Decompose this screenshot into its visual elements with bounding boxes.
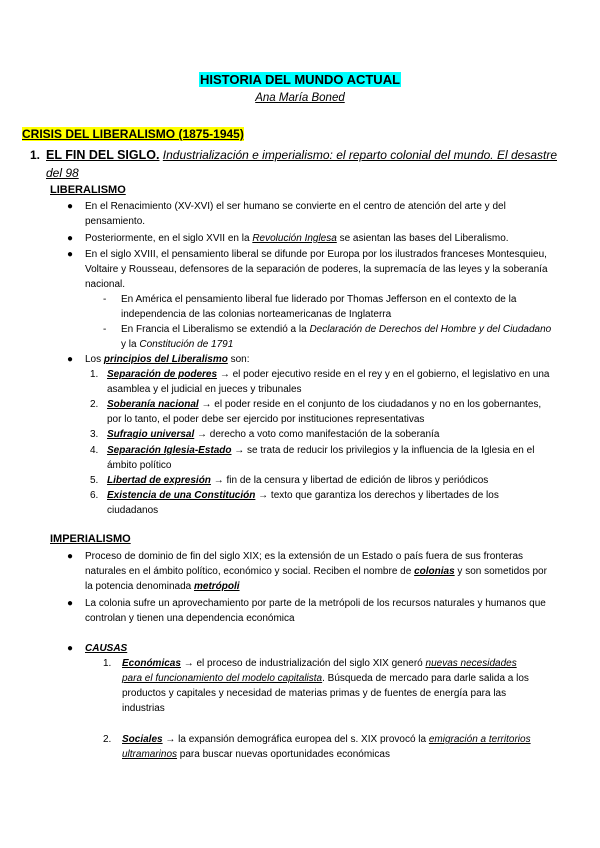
bullet-icon: ●	[67, 551, 74, 562]
bullet-icon: ●	[67, 249, 74, 260]
principle-item: 1. Separación de poderes → el poder ejecutivo reside en el rey y en el gobierno, el legislativo en una asamblea y el judicial en jueces y tribunales	[90, 369, 550, 395]
list-item: ● En el Renacimiento (XV-XVI) el ser humano se convierte en el centro de atención del arte y del pensamiento.	[67, 201, 506, 227]
bullet-icon: ●	[67, 201, 74, 212]
principle-item: 4. Separación Iglesia-Estado → se trata de reducir los privilegios y la influencia de la Iglesia en el ámbito político	[90, 445, 535, 471]
list-item: - En América el pensamiento liberal fue liderado por Thomas Jefferson en el contexto de la independencia de las colonias norteamericanas de Inglaterra	[103, 294, 517, 320]
bullet-icon: ●	[67, 233, 74, 244]
list-item: ● Los principios del Liberalismo son:	[67, 354, 250, 365]
bullet-icon: ●	[67, 643, 74, 654]
cause-item: 2. Sociales → la expansión demográfica europea del s. XIX provocó la emigración a territorios ultramarinos para buscar nuevas oportunidades económicas	[103, 734, 531, 760]
list-item: - En Francia el Liberalismo se extendió a la Declaración de Derechos del Hombre y del Ciudadano y la Constitución de 1791	[103, 324, 552, 350]
list-item: ● En el siglo XVIII, el pensamiento liberal se difunde por Europa por los ilustrados franceses Montesquieu, Voltaire y Rousseau, defensores de la separación de poderes, la supremacía de las leyes y la soberanía nacional.	[67, 249, 548, 290]
list-item: ● Proceso de dominio de fin del siglo XIX; es la extensión de un Estado o país fuera de sus fronteras naturales en el ámbito político, económico y social. Reciben el nombre de colonias y son sometidos por la potencia denominada metrópoli	[67, 551, 547, 592]
author-name: Ana María Boned	[255, 92, 345, 104]
list-item: ● Posteriormente, en el siglo XVII en la Revolución Inglesa se asientan las bases del Liberalismo.	[67, 233, 509, 244]
list-item: ● La colonia sufre un aprovechamiento por parte de la metrópoli de los recursos naturales y humanos que controlan y tienen una dependencia económica	[67, 598, 546, 624]
principle-item: 5. Libertad de expresión → fin de la censura y libertad de edición de libros y periódicos	[90, 475, 489, 486]
principle-item: 3. Sufragio universal → derecho a voto como manifestación de la soberanía	[90, 429, 440, 440]
document-title: HISTORIA DEL MUNDO ACTUAL	[199, 72, 401, 87]
section-heading: CRISIS DEL LIBERALISMO (1875-1945)	[22, 127, 244, 141]
principle-item: 6. Existencia de una Constitución → texto que garantiza los derechos y libertades de los ciudadanos	[90, 490, 499, 516]
cause-item: 1. Económicas → el proceso de industrialización del siglo XIX generó nuevas necesidades para el funcionamiento del modelo capitalista. Búsqueda de mercado para darle salida a los productos y capitales y necesidad de materias primas y de fuentes de energía para las industrias	[103, 658, 529, 714]
bullet-icon: ●	[67, 598, 74, 609]
liberalismo-heading: LIBERALISMO	[50, 184, 126, 196]
list-item: ● CAUSAS	[67, 643, 128, 654]
imperialismo-heading: IMPERIALISMO	[50, 533, 131, 545]
principle-item: 2. Soberanía nacional → el poder reside en el conjunto de los ciudadanos y no en los gobernantes, por lo tanto, el poder debe ser ejercido por instituciones representativas	[90, 399, 542, 425]
chapter-heading: 1. EL FIN DEL SIGLO. Industrialización e imperialismo: el reparto colonial del mundo. El desastre del 98	[30, 148, 557, 180]
bullet-icon: ●	[67, 354, 74, 365]
